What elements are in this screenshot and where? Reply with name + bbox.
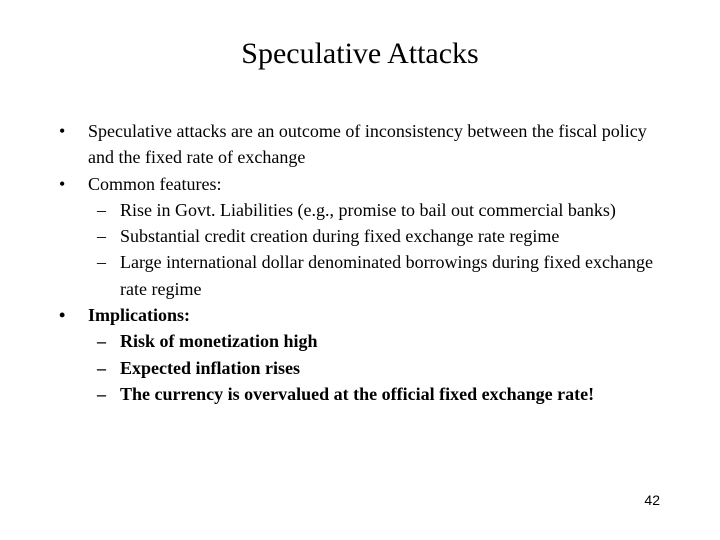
page-number: 42 (644, 492, 660, 508)
sub-bullet-inflation (0, 355, 720, 381)
sub-bullet-govt-liabilities (0, 197, 720, 223)
sub-bullet-text: The currency is overvalued at the official fixed exchange rate! (120, 383, 595, 404)
bullet-text: Speculative attacks are an outcome of inconsistency between the fiscal policy and the fixed rate of exchange (88, 121, 647, 168)
bullet-common-features (0, 171, 720, 197)
bullet-implications (0, 302, 720, 328)
sub-bullet-text: Risk of monetization high (120, 331, 318, 352)
sub-bullet-credit-creation (0, 223, 720, 249)
bullet-marker: • (59, 121, 66, 141)
sub-bullet-dollar-borrowings (0, 249, 720, 302)
bullet-marker: • (59, 173, 66, 194)
sub-bullet-text: Large international dollar denominated borrowings during fixed exchange rate regime (120, 252, 653, 299)
bullet-inconsistency (0, 118, 720, 171)
sub-bullet-text: Expected inflation rises (120, 357, 300, 378)
sub-bullet-text: Rise in Govt. Liabilities (e.g., promise to bail out commercial banks) (120, 199, 616, 220)
bullet-list (0, 118, 720, 407)
dash-marker: – (97, 226, 106, 247)
dash-marker: – (97, 357, 106, 378)
dash-marker: – (97, 252, 106, 273)
slide-title: Speculative Attacks (241, 37, 479, 70)
sub-bullet-monetization (0, 328, 720, 354)
bullet-marker: • (59, 305, 66, 326)
dash-marker: – (97, 199, 106, 220)
sub-bullet-text: Substantial credit creation during fixed exchange rate regime (120, 226, 560, 247)
dash-marker: – (97, 383, 106, 404)
bullet-text: Implications: (88, 305, 191, 326)
sub-bullet-overvalued-currency (0, 381, 720, 407)
dash-marker: – (97, 331, 106, 352)
bullet-text: Common features: (88, 173, 222, 194)
